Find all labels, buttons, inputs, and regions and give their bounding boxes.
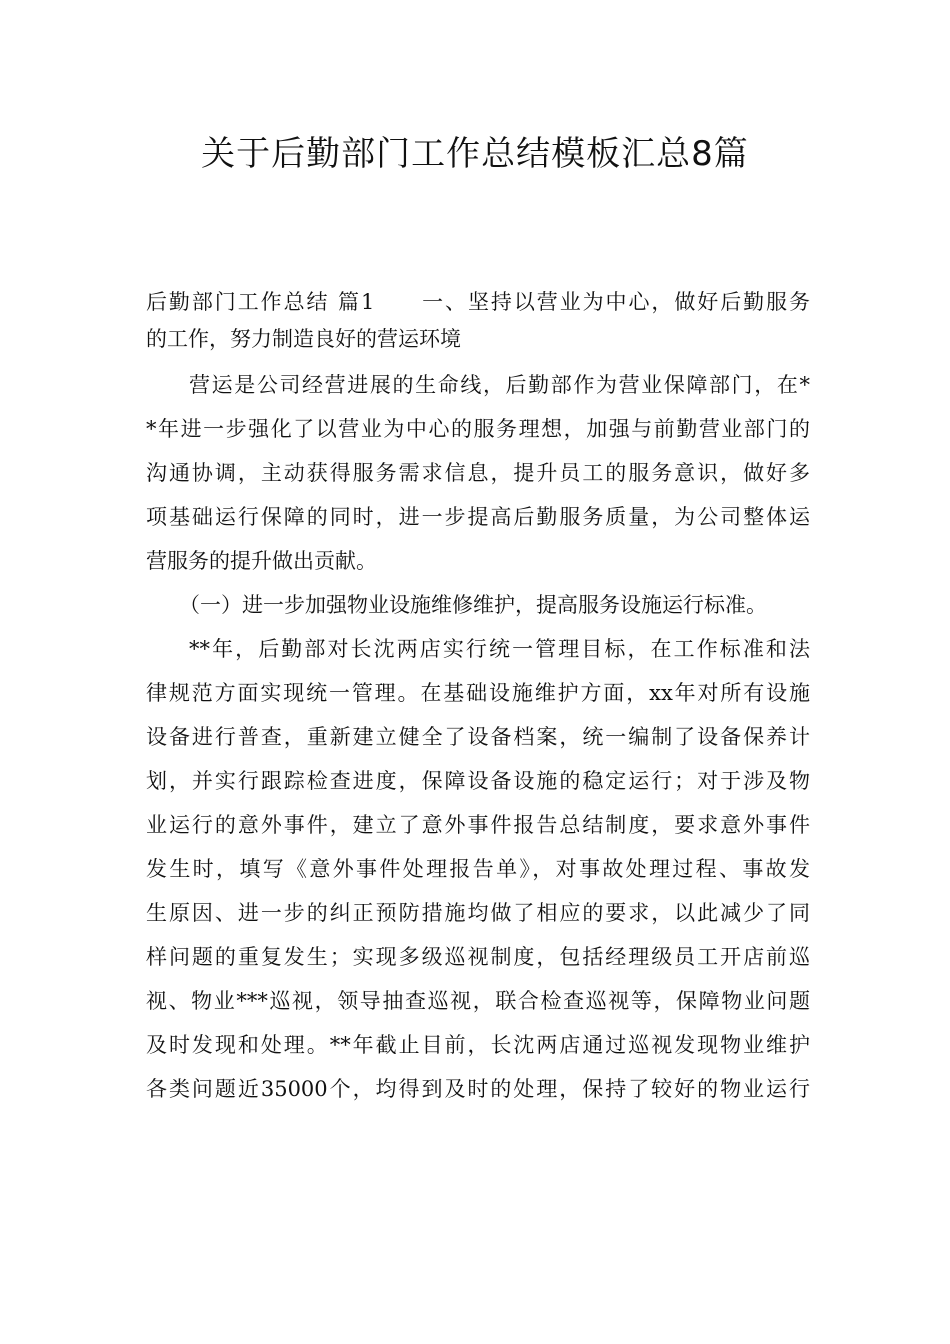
text-line: *年进一步强化了以营业为中心的服务理想，加强与前勤营业部门的 bbox=[146, 417, 810, 441]
text-line: 项基础运行保障的同时，进一步提高后勤服务质量，为公司整体运 bbox=[146, 505, 810, 529]
text-line: （一）进一步加强物业设施维修维护，提高服务设施运行标准。 bbox=[179, 593, 767, 617]
text-line: 营服务的提升做出贡献。 bbox=[146, 549, 377, 573]
text-line: 的工作，努力制造良好的营运环境 bbox=[146, 327, 461, 351]
text-line: 营运是公司经营进展的生命线，后勤部作为营业保障部门，在* bbox=[189, 373, 810, 397]
text-line: 发生时，填写《意外事件处理报告单》，对事故处理过程、事故发 bbox=[146, 857, 810, 881]
text-line: 设备进行普查，重新建立健全了设备档案，统一编制了设备保养计 bbox=[146, 725, 810, 749]
text-line: 沟通协调，主动获得服务需求信息，提升员工的服务意识，做好多 bbox=[146, 461, 810, 485]
text-line: 视、物业***巡视，领导抽查巡视，联合检查巡视等，保障物业问题 bbox=[146, 989, 810, 1013]
text-line: 样问题的重复发生；实现多级巡视制度，包括经理级员工开店前巡 bbox=[146, 945, 810, 969]
text-line: 律规范方面实现统一管理。在基础设施维护方面，xx年对所有设施 bbox=[146, 681, 810, 705]
text-line: 生原因、进一步的纠正预防措施均做了相应的要求，以此减少了同 bbox=[146, 901, 810, 925]
text-line: 后勤部门工作总结 篇1 一、坚持以营业为中心，做好后勤服务 bbox=[146, 290, 810, 314]
text-line: 各类问题近35000个，均得到及时的处理，保持了较好的物业运行 bbox=[146, 1077, 810, 1101]
text-line: 及时发现和处理。**年截止目前，长沈两店通过巡视发现物业维护 bbox=[146, 1033, 810, 1057]
text-line: **年，后勤部对长沈两店实行统一管理目标，在工作标准和法 bbox=[189, 637, 810, 661]
document-title: 关于后勤部门工作总结模板汇总8篇 bbox=[201, 134, 749, 174]
text-line: 划，并实行跟踪检查进度，保障设备设施的稳定运行；对于涉及物 bbox=[146, 769, 810, 793]
text-line: 业运行的意外事件，建立了意外事件报告总结制度，要求意外事件 bbox=[146, 813, 810, 837]
document-body bbox=[146, 284, 810, 1108]
